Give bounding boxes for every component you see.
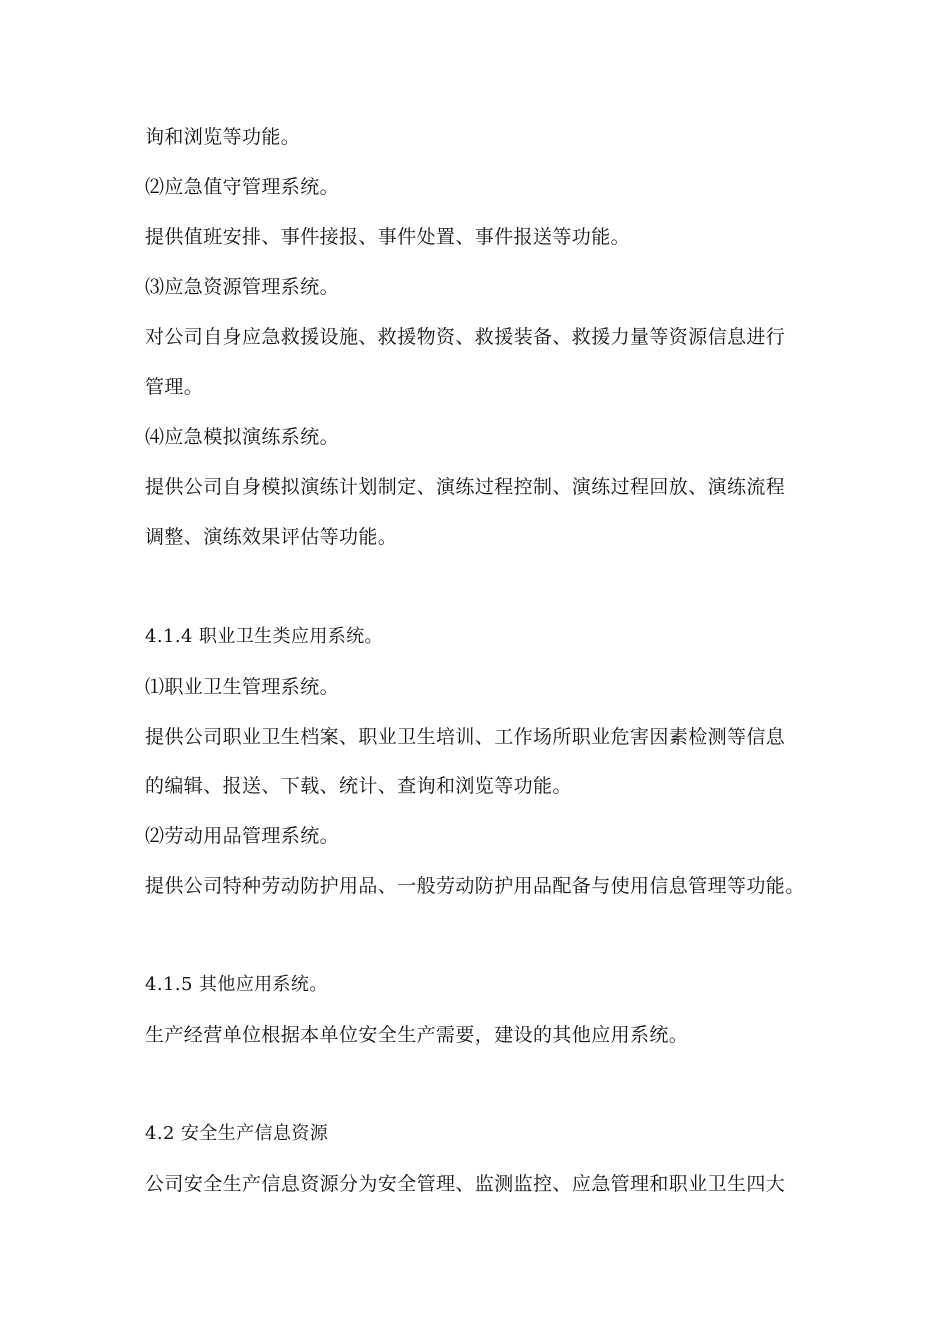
paragraph-line: 对公司自身应急救援设施、救援物资、救援装备、救援力量等资源信息进行 (145, 326, 786, 348)
list-item-heading: ⑶应急资源管理系统。 (145, 276, 340, 298)
paragraph-line: 公司安全生产信息资源分为安全管理、监测监控、应急管理和职业卫生四大 (145, 1173, 786, 1195)
section-heading: 4.1.4 职业卫生类应用系统。 (145, 626, 383, 647)
section-heading: 4.1.5 其他应用系统。 (145, 974, 328, 995)
section-heading: 4.2 安全生产信息资源 (145, 1123, 329, 1144)
paragraph-line: 的编辑、报送、下载、统计、查询和浏览等功能。 (145, 775, 572, 797)
paragraph-line: 询和浏览等功能。 (145, 126, 301, 148)
paragraph-line: 提供公司特种劳动防护用品、一般劳动防护用品配备与使用信息管理等功能。 (145, 875, 805, 897)
paragraph-line: 提供公司职业卫生档案、职业卫生培训、工作场所职业危害因素检测等信息 (145, 726, 786, 748)
list-item-heading: ⑴职业卫生管理系统。 (145, 676, 340, 698)
paragraph-line: 提供公司自身模拟演练计划制定、演练过程控制、演练过程回放、演练流程 (145, 476, 786, 498)
list-item-heading: ⑷应急模拟演练系统。 (145, 426, 340, 448)
paragraph-line: 提供值班安排、事件接报、事件处置、事件报送等功能。 (145, 226, 631, 248)
paragraph-line: 调整、演练效果评估等功能。 (145, 526, 398, 548)
list-item-heading: ⑵劳动用品管理系统。 (145, 825, 340, 847)
paragraph-line: 管理。 (145, 376, 204, 398)
paragraph-line: 生产经营单位根据本单位安全生产需要，建设的其他应用系统。 (145, 1024, 689, 1046)
list-item-heading: ⑵应急值守管理系统。 (145, 176, 340, 198)
